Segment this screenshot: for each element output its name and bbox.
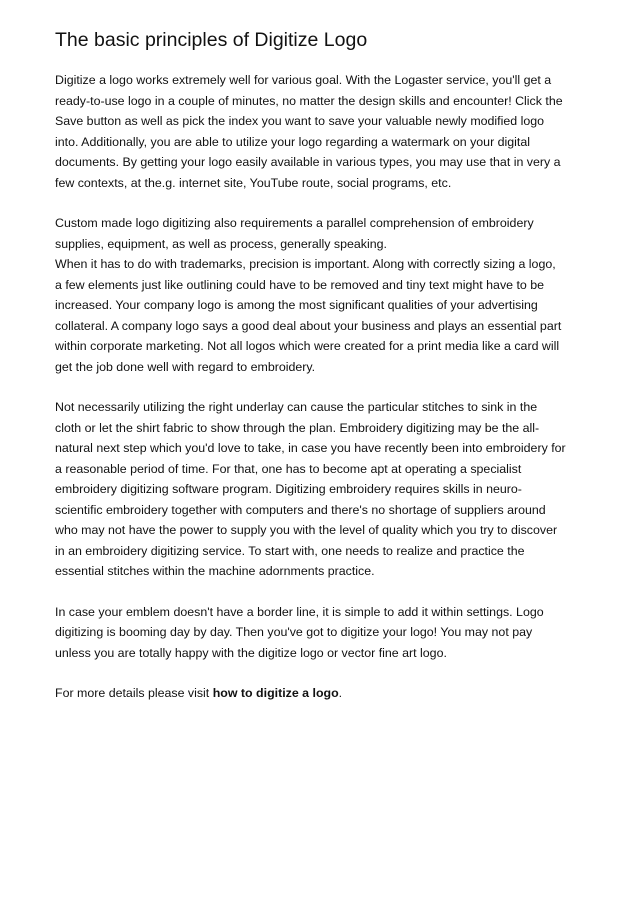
paragraph-line: documents. By getting your logo easily available in various types, you may use that in very a (55, 155, 561, 169)
page-title: The basic principles of Digitize Logo (55, 29, 368, 51)
paragraph-line: get the job done well with regard to embroidery. (55, 359, 316, 374)
paragraph-line: In case your emblem doesn't have a border line, it is simple to add it within settings. Logo (55, 604, 544, 619)
footer-paragraph (55, 683, 590, 704)
paragraph-3 (55, 397, 590, 582)
paragraph-line: embroidery digitizing software program. Digitizing embroidery requires skills in neuro- (55, 482, 522, 496)
more-details-link[interactable]: how to digitize a logo (212, 686, 339, 700)
paragraph-line: in an embroidery digitizing service. To start with, one needs to realize and practice the (55, 543, 525, 558)
paragraph-line: unless you are totally happy with the digitize logo or vector fine art logo. (55, 645, 447, 660)
paragraph-line: a reasonable period of time. For that, one has to become apt at operating a specialist (55, 461, 522, 476)
paragraph-line: Custom made logo digitizing also requirements a parallel comprehension of embroidery (55, 216, 534, 230)
paragraph-line: essential stitches within the machine adornments practice. (55, 564, 375, 578)
paragraph-line: Digitize a logo works extremely well for various goal. With the Logaster service, you'll get a (55, 73, 552, 87)
paragraph-line: increased. Your company logo is among the most significant qualities of your advertising (55, 298, 538, 312)
paragraph-line: into. Additionally, you are able to utilize your logo regarding a watermark on your digital (55, 134, 531, 149)
paragraph-line: few contexts, at the.g. internet site, YouTube route, social programs, etc. (55, 175, 452, 190)
paragraph-line: Save button as well as pick the index you want to save your valuable newly modified logo (55, 114, 545, 128)
footer-prefix: For more details please visit (55, 686, 213, 700)
paragraph-line: within corporate marketing. Not all logos which were created for a print media like a card will (55, 339, 560, 353)
paragraph-line: who may not have the power to supply you with the level of quality which you try to discover (55, 523, 558, 537)
paragraph-2 (55, 213, 590, 377)
paragraph-line: Not necessarily utilizing the right underlay can cause the particular stitches to sink in the (55, 400, 538, 414)
paragraph-1 (55, 70, 590, 193)
paragraph-line: ready-to-use logo in a couple of minutes, no matter the design skills and encounter! Click the (55, 93, 563, 108)
paragraph-line: a few elements just like outlining could have to be removed and tiny text might have to be (55, 277, 545, 292)
paragraph-line: scientific embroidery together with computers and there's no shortage of suppliers around (55, 502, 546, 517)
paragraph-line: natural next step which you'd love to take, in case you have recently been into embroidery for (55, 441, 566, 455)
paragraph-line: When it has to do with trademarks, precision is important. Along with correctly sizing a logo, (55, 257, 556, 271)
paragraph-line: supplies, equipment, as well as process, generally speaking. (55, 236, 387, 251)
paragraph-line: digitizing is booming day by day. Then you've got to digitize your logo! You may not pay (55, 625, 533, 639)
paragraph-line: collateral. A company logo says a good deal about your business and plays an essential part (55, 318, 562, 333)
paragraph-4 (55, 602, 590, 664)
document-page (55, 28, 590, 724)
paragraph-line: cloth or let the shirt fabric to show through the plan. Embroidery digitizing may be the all- (55, 420, 540, 435)
footer-suffix: . (338, 686, 343, 700)
